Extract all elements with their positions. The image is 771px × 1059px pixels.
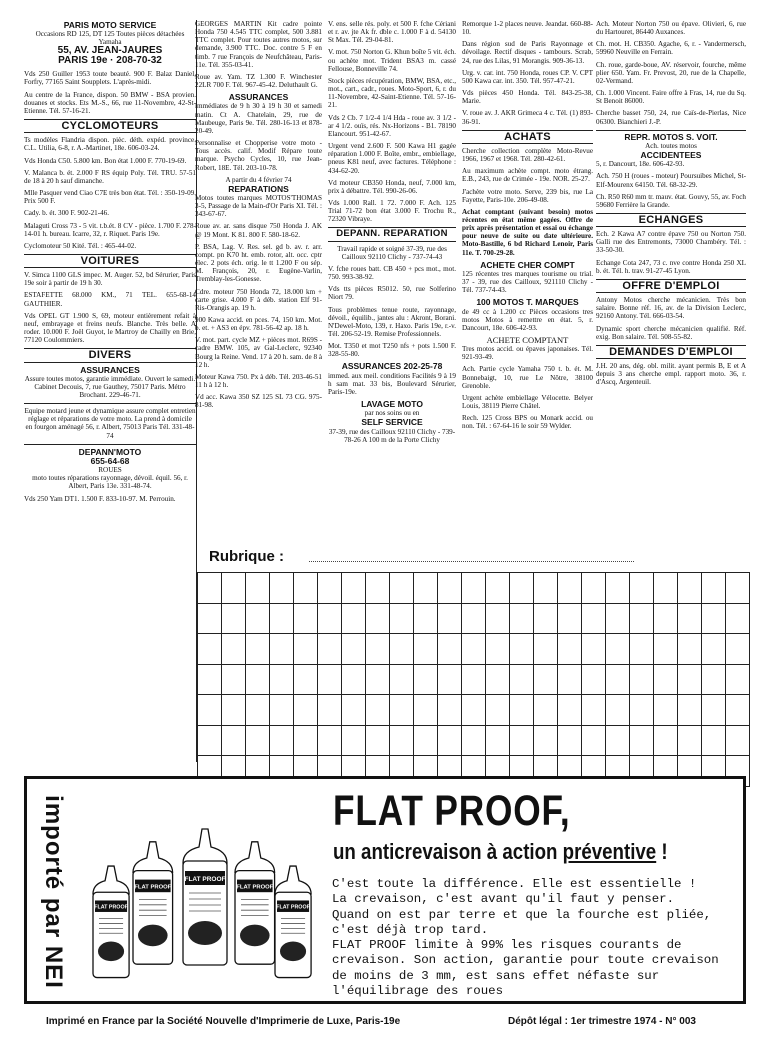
grid-cell[interactable] [726, 695, 750, 726]
ad-text: P. BSA, Lag. V. Res. sel. gd b. av. r. arr. compt. pn K70 ht. emb. rotor, alt. occ. cptr élec. 2 pots éch. orig. le tt 1.200 F ou sép. M. François, 20, r. Eugène-Varlin, Tremblay-les-Gonesse. [195, 242, 322, 284]
grid-cell[interactable] [678, 634, 702, 665]
grid-cell[interactable] [534, 695, 558, 726]
rubrique-form [197, 542, 750, 762]
importer-label: importé par NEI [40, 795, 68, 989]
grid-cell[interactable] [606, 665, 630, 696]
ad-text: ESTAFETTE 68.000 KM., 71 TEL. 655-68-14 GAUTHIER. [24, 291, 196, 308]
grid-cell[interactable] [318, 604, 342, 635]
ad-text: Roue av. ar. sans disque 750 Honda J. AK @ 19 Mont. K 81. 800 F. 580-18-62. [195, 222, 322, 239]
grid-cell[interactable] [366, 634, 390, 665]
grid-cell[interactable] [630, 634, 654, 665]
grid-cell[interactable] [198, 695, 222, 726]
ad-text: Ach. 750 H (roues - moteur) Poursuibes Michel, St-Elf-Mourenx 64150. Tél. 68-32-29. [596, 172, 746, 189]
grid-cell[interactable] [270, 665, 294, 696]
ad-subheading: REPARATIONS [228, 183, 289, 194]
section-heading: VOITURES [24, 254, 196, 268]
ad-text: Remorque 1-2 places neuve. Jeandat. 660-88-10. [462, 20, 593, 37]
ad-text: V. mot. part. cycle MZ + pièces mot. R69S - cadre BMW. 105, av Gal-Leclerc, 92340 Bourg la Reine. Vend. 17 à 20 h. sam. de 8 à 12 h. [195, 336, 322, 369]
grid-cell[interactable] [318, 726, 342, 757]
grid-cell[interactable] [558, 573, 582, 604]
ad-subheading: ACHETE CHER COMPT [480, 259, 575, 270]
divider [24, 444, 196, 445]
ad-subheading: ASSURANCES [228, 92, 289, 103]
grid-cell[interactable] [510, 726, 534, 757]
bottle-label: FLAT PROOF [236, 884, 274, 891]
grid-cell[interactable] [462, 665, 486, 696]
ad-text: 900 Kawa accid. en pces. 74, 150 km. Mot. b. et. + AS3 en épv. 781-56-42 ap. 18 h. [195, 316, 322, 333]
ad-text: Assure toutes motos, garantie immédiate. Ouvert le samedi. Cabinet Decouis, 7, rue Gauthey, 75017 Paris. Métro Brochant. 229-46-71. [24, 374, 196, 399]
ad-text: Au centre de la France, dispon. 50 BMW - BSA provien. douanes et stocks. Ets M.-S., 66, rue 11-Novembre, 42-St-Etienne. Tél. 57-16-21. [24, 90, 196, 115]
section-heading: DEPANN. REPARATION [328, 227, 456, 241]
ad-text: 37-39, rue des Cailloux 92110 Clichy - 739-78-26 A 100 m de la Porte Clichy [328, 427, 456, 444]
grid-cell[interactable] [222, 726, 246, 757]
grid-cell[interactable] [462, 604, 486, 635]
bottle-icon [133, 842, 173, 964]
ad-text: Vd acc. Kawa 350 SZ 125 SL 73 CG. 975-81-98. [195, 393, 322, 410]
grid-cell[interactable] [414, 726, 438, 757]
advert-line: Quand on est par terre et que la fourche est pliée, [332, 907, 712, 922]
ad-subheading: 100 MOTOS T. MARQUES [476, 297, 579, 308]
ad-text: immed. aux meil. conditions Facilités 9 à 19 h sam mat. 33 bis, Boulevard Sérurier, Paris-19e. [328, 371, 456, 396]
grid-cell[interactable] [534, 665, 558, 696]
ad-text: Cdre. moteur 750 Honda 72, 18.000 km + carte grise. 4.000 F à déb. station Elf 91-Ris-Orangis ap. 19 h. [195, 287, 322, 312]
grid-cell[interactable] [318, 573, 342, 604]
advert-line: La crevaison, c'est avant qu'il faut y penser. [332, 892, 675, 907]
grid-cell[interactable] [678, 573, 702, 604]
grid-cell[interactable] [678, 726, 702, 757]
grid-cell[interactable] [342, 573, 366, 604]
ad-subheading: ASSURANCES [80, 364, 140, 375]
grid-cell[interactable] [510, 695, 534, 726]
column-5 [596, 20, 746, 390]
grid-cell[interactable] [606, 604, 630, 635]
grid-cell[interactable] [366, 726, 390, 757]
ad-text: J.H. 20 ans, dég. obl. milit. ayant permis B, E et A depuis 3 ans cherche empl. rapport moto. 36, r. d'Ascq, Argenteuil. [596, 362, 746, 387]
ad-text: de 49 cc à 1.200 cc Pièces occasions tres motos Motos à remettre en état. 5, r. Dancourt, 18e. 606-42-93. [462, 307, 593, 332]
ad-text: Achat comptant (suivant besoin) motos récentes en état même gagées. Offre de prix après présentation et essai ou échange pour neuve de suite ou date ultérieure. Moto-Bastille, 6 bd Richard Lenoir, Paris 11e. T. 700-29-28. [462, 207, 593, 257]
grid-cell[interactable] [558, 726, 582, 757]
advert-line: FLAT PROOF limite à 99% les risques courants de [332, 938, 682, 953]
ad-text: Vds 250 Guiller 1953 toute beauté. 900 F. Balaz Daniel, Forfry, 77165 Saint Soupplets. L'après-midi. [24, 70, 196, 87]
ad-phone: 655-64-68 [90, 455, 130, 466]
advert-body [332, 877, 737, 999]
grid-cell[interactable] [486, 573, 510, 604]
grid-cell[interactable] [534, 726, 558, 757]
grid-cell[interactable] [270, 726, 294, 757]
ad-text: A partir du 4 février 74 [225, 175, 292, 184]
grid-cell[interactable] [726, 726, 750, 757]
grid-cell[interactable] [726, 634, 750, 665]
grid-cell[interactable] [294, 573, 318, 604]
bottle-group [93, 829, 311, 978]
grid-cell[interactable] [510, 665, 534, 696]
ad-text: J'achète votre moto. Serve, 239 bis, rue La Fayette, Paris-10e. 206-49-08. [462, 187, 593, 204]
ad-text: Motos toutes marques MOTOS'THOMAS 3-5, Passage de la Main-d'Or Paris XI. Tél. : 343-67-67. [195, 193, 322, 219]
grid-cell[interactable] [702, 604, 726, 635]
grid-cell[interactable] [462, 695, 486, 726]
ad-city: PARIS 19e · 208-70-32 [58, 55, 162, 67]
ad-text: Echange Cota 247, 73 c. nve contre Honda 250 XL b. ét. Tél. h. trav. 91-27-45 Lyon. [596, 258, 746, 275]
advert-line: crevaison. Son action, garantie pour toute crevaison [332, 953, 719, 968]
grid-cell[interactable] [654, 573, 678, 604]
grid-cell[interactable] [222, 634, 246, 665]
ad-subheading: ACCIDENTEES [640, 150, 702, 161]
grid-cell[interactable] [582, 695, 606, 726]
grid-cell[interactable] [414, 573, 438, 604]
grid-cell[interactable] [462, 634, 486, 665]
ad-text: Personnalise et Chopperise votre moto - Tous accès. calif. Modif Répare toute marque. Psycho Cycles, 10, rue Jean-Robert, 18E. Tél. 203-10-78. [195, 139, 322, 172]
column-2 [195, 20, 322, 414]
grid-cell[interactable] [294, 634, 318, 665]
ad-subheading: ACHETE COMPTANT [486, 335, 569, 345]
bottle-label: FLAT PROOF [276, 904, 310, 911]
ad-text: Mot. T350 et mot T250 nfs + pots 1.500 F. 328-55-80. [328, 342, 456, 359]
ad-text: Cherche basset 750, 24, rue Caïs-de-Pierlas, Nice 06300. Bianchieri J.-P. [596, 109, 746, 126]
grid-cell[interactable] [366, 695, 390, 726]
grid-cell[interactable] [654, 634, 678, 665]
advert-line: de moins de 3 mm, est sans effet néfaste sur [332, 968, 660, 983]
ad-text: Vds pièces 450 Honda. Tél. 843-25-38, Marie. [462, 89, 593, 106]
grid-cell[interactable] [246, 573, 270, 604]
grid-cell[interactable] [222, 573, 246, 604]
section-heading: OFFRE D'EMPLOI [596, 279, 746, 293]
ad-text: par nos soins ou en [364, 409, 420, 418]
ad-text: Ech. 2 Kawa A7 contre épave 750 ou Norton 750. Galli rue des Entremonts, 73000 Chambéry. Tél. : 33-50-30. [596, 230, 746, 255]
column-4 [462, 20, 593, 435]
ad-subheading: LAVAGE MOTO [361, 399, 423, 410]
grid-cell[interactable] [534, 573, 558, 604]
ad-text: Ach. Partie cycle Yamaha 750 t. b. ét. M. Bonnebaigt, 10, rue Le Nôtre, 38100 Grenoble. [462, 365, 593, 390]
ad-text: V. Simca 1100 GLS impec. M. Auger. 52, bd Sérurier, Paris 19e soir à partir de 19 h 30. [24, 271, 196, 288]
grid-cell[interactable] [606, 634, 630, 665]
grid-cell[interactable] [486, 634, 510, 665]
ad-text: Vds Honda C50. 5.800 km. Bon état 1.000 F. 770-19-69. [24, 156, 187, 165]
grid-cell[interactable] [678, 695, 702, 726]
grid-cell[interactable] [702, 665, 726, 696]
grid-cell[interactable] [702, 726, 726, 757]
ad-text: V. Malanca b. ét. 2.000 F RS équip Poly. Tél. TRU. 57-51 de 18 à 20 h sauf dimanche. [24, 168, 196, 185]
grid-cell[interactable] [246, 726, 270, 757]
bottle-icon [235, 842, 275, 964]
subtitle-part: un anticrevaison à action [333, 839, 563, 864]
ad-subheading: DEPANN'MOTO [78, 446, 142, 457]
rubrique-input-line[interactable] [309, 561, 634, 562]
bottle-label: FLAT PROOF [94, 904, 128, 911]
divider [24, 403, 196, 404]
ad-text: Vds OPEL GT 1.900 S, 69, moteur entièrement refait à neuf, embrayage et freins neufs. Blanche. Très belle. A roder. 10.000 F. Joël Guyot, le Martroy de Chailly en Brie, 77120 Coulommiers. [24, 311, 196, 345]
ad-text: Moteur Kawa 750. Px à déb. Tél. 203-46-51 11 h à 12 h. [195, 372, 322, 390]
ad-subheading: REPR. MOTOS S. VOIT. [596, 130, 746, 141]
grid-cell[interactable] [270, 634, 294, 665]
grid-cell[interactable] [414, 634, 438, 665]
ad-text: Tous problèmes tenue route, rayonnage, dévoil., équilib., jantes alu : Akront, Borani. N'Dewel-Moto, 139, r. Haxo. Paris 19e, r.-v. Tél. 206-52-19. Remise Professionnels. [328, 305, 456, 338]
grid-cell[interactable] [486, 604, 510, 635]
ad-text: Cyclomoteur 50 Kité. Tél. : 465-44-02. [24, 241, 137, 250]
grid-cell[interactable] [294, 695, 318, 726]
subtitle-emphasis: préventive [562, 839, 657, 864]
grid-cell[interactable] [702, 573, 726, 604]
ad-text: Malaguti Cross 73 - 5 vit. t.b.ét. 8 CV - pièce. 1.700 F. 278-14-01 h. bureau. Icarre, 32, r. Riquet. Paris 19e. [24, 221, 196, 238]
grid-cell[interactable] [414, 665, 438, 696]
ad-text: V. roue av. J. AKR Grimeca 4 c. Tél. (1) 893-36-91. [462, 109, 593, 126]
ad-text: ROUES [98, 466, 122, 475]
column-1 [24, 20, 197, 762]
column-3 [328, 20, 456, 448]
grid-cell[interactable] [486, 695, 510, 726]
ad-text: V. ens. selle rés. poly. et 500 F. fche Cériani et r. av. jte Ak fr. dble c. 1.000 F à d. 54130 St Max. Tél. 29-04-81. [328, 20, 456, 45]
grid-cell[interactable] [390, 665, 414, 696]
grid-cell[interactable] [630, 573, 654, 604]
grid-cell[interactable] [222, 695, 246, 726]
ad-text: V. mot. 750 Norton G. Khun boîte 5 vit. éch. ou achète mot. Trident BSA3 m. cassé Fellouse, Bonneville 74. [328, 48, 456, 73]
grid-cell[interactable] [558, 665, 582, 696]
section-heading: ECHANGES [596, 213, 746, 227]
ad-text: immédiates de 9 h 30 à 19 h 30 et samedi matin. Ct A. Chatelain, 29, rue de Maubeuge, Paris 9e. Tél. 280-16-13 et 878-20-49. [195, 102, 322, 135]
ad-text: moto toutes réparations rayonnage, dévoil. équil. 56, r. Albert, Paris 13e. 331-48-74. [32, 474, 188, 491]
grid-cell[interactable] [438, 695, 462, 726]
ad-text: Ch. R50 R60 mm tr. mauv. état. Gouvy, 55, av. Foch 59680 Ferrière la Grande. [596, 192, 746, 209]
grid-cell[interactable] [342, 726, 366, 757]
ad-text: 125 récentes tres marques tourisme ou trial. 37 - 39, rue des Cailloux, 921110 Clichy - Tél. 737-74-43. [462, 269, 593, 295]
bottle-icon [93, 866, 129, 978]
ad-text: Antony Motos cherche mécanicien. Très bon salaire. Bonne réf. 16, av. de la Division Leclerc, 92160 Antony. Tél. 666-03-54. [596, 296, 746, 321]
advert-title: FLAT PROOF, [333, 787, 571, 835]
rubrique-label: Rubrique : [209, 548, 284, 565]
ad-text: Travail rapide et soigné 37-39, rue des Cailloux 92110 Clichy - 737-74-43 [337, 244, 447, 261]
grid-cell[interactable] [198, 604, 222, 635]
grid-cell[interactable] [558, 604, 582, 635]
grid-cell[interactable] [558, 695, 582, 726]
grid-cell[interactable] [654, 726, 678, 757]
ad-text: Urgent achète embiellage Vélocette. Belyer Louis, 38119 Pierre Châtel. [462, 393, 593, 411]
ad-text: Dans région sud de Paris Rayonnage et dévoilage. Rectif disques - tambours. Scrab, 24, rue des Lilas, 91 Morangis. 909-36-13. [462, 40, 593, 65]
grid-cell[interactable] [414, 604, 438, 635]
ad-text: Vds tts pièces R5012. 50, rue Solferino Niort 79. [328, 285, 456, 302]
grid-cell[interactable] [582, 573, 606, 604]
grid-cell[interactable] [654, 604, 678, 635]
grid-cell[interactable] [246, 665, 270, 696]
grid-cell[interactable] [630, 695, 654, 726]
grid-cell[interactable] [294, 604, 318, 635]
ad-text: GEORGES MARTIN Kit cadre pointe Honda 750 4.545 TTC complet, 500 3.881 TTC complet. Pour toutes autres motos, sur demande, 3.900 TTC. Doc. contre 5 F en timb. 7 rue François de Neufchâteau, Paris-11e. Tél. 355-03-41. [195, 20, 322, 69]
ad-text: Cady. b. ét. 300 F. 902-21-46. [24, 209, 110, 218]
grid-cell[interactable] [366, 573, 390, 604]
grid-cell[interactable] [630, 726, 654, 757]
grid-cell[interactable] [342, 634, 366, 665]
grid-cell[interactable] [294, 665, 318, 696]
ad-text: Vds 2 Cb. 7 1/2-4 1/4 Hda - roue av. 3 1/2 - ar 4 1/2. ouïs, rés. Nx-Horizons - B1. 78190 Elancourt. 951-42-67. [328, 113, 456, 138]
grid-cell[interactable] [702, 695, 726, 726]
grid-cell[interactable] [222, 604, 246, 635]
grid-cell[interactable] [534, 634, 558, 665]
grid-cell[interactable] [462, 726, 486, 757]
bottles-illustration [89, 797, 317, 997]
ad-address: 55, AV. JEAN-JAURES [57, 45, 163, 57]
grid-cell[interactable] [606, 726, 630, 757]
grid-cell[interactable] [678, 604, 702, 635]
grid-cell[interactable] [246, 604, 270, 635]
grid-cell[interactable] [462, 573, 486, 604]
grid-cell[interactable] [270, 695, 294, 726]
grid-cell[interactable] [198, 665, 222, 696]
ad-text: Tres motos accid. ou épaves japonaises. Tél. 921-93-49. [462, 345, 593, 362]
grid-cell[interactable] [198, 573, 222, 604]
grid-cell[interactable] [438, 604, 462, 635]
ad-text: Ch. mot. H. CB350. Agache, 6, r. - Vandermersch, 59960 Neuville en Ferrain. [596, 40, 746, 57]
ad-subheading: ASSURANCES 202-25-78 [341, 361, 443, 372]
ad-text: Ach. Moteur Norton 750 ou épave. Olivieri, 6, rue du Hartouret, 86440 Auxances. [596, 20, 746, 37]
grid-cell[interactable] [342, 604, 366, 635]
grid-cell[interactable] [558, 634, 582, 665]
ad-text: Occasions RD 125, DT 125 Toutes pièces détachées Yamaha [35, 30, 185, 47]
bottle-icon [183, 829, 227, 965]
ad-text: Ts modèles Flandria dispon. pièc. déth. expéd. province. C.L. Utilia, 6-8, r. A.-Martinet, 18e. 606-03-24. [24, 136, 196, 153]
section-heading: DEMANDES D'EMPLOI [596, 345, 746, 359]
grid-cell[interactable] [270, 604, 294, 635]
ad-text: Vds 250 Yam DT1. 1.500 F. 833-10-97. M. Perrouin. [24, 494, 176, 503]
ad-text: Dynamic sport cherche mécanicien qualifié. Réf. exig. Bon salaire. Tél. 508-55-82. [596, 324, 746, 341]
grid-cell[interactable] [654, 665, 678, 696]
grid-cell[interactable] [198, 634, 222, 665]
grid-cell[interactable] [390, 726, 414, 757]
grid-cell[interactable] [582, 634, 606, 665]
bottle-icon [275, 866, 311, 978]
ad-text: Vds 1.000 Rall. 1 72. 7.000 F. Ach. 125 Trial 71-72 bon état 3.000 F. Trochu R., 72320 Vibraye. [328, 198, 456, 224]
printer-footer: Imprimé en France par la Société Nouvelle d'Imprimerie de Luxe, Paris-19e [46, 1016, 401, 1027]
grid-cell[interactable] [582, 665, 606, 696]
grid-cell[interactable] [246, 634, 270, 665]
ad-subheading: SELF SERVICE [361, 417, 423, 428]
grid-cell[interactable] [390, 604, 414, 635]
grid-cell[interactable] [534, 604, 558, 635]
grid-cell[interactable] [510, 573, 534, 604]
grid-cell[interactable] [630, 604, 654, 635]
grid-cell[interactable] [390, 634, 414, 665]
advert-line: c'est déjà trop tard. [332, 922, 489, 937]
grid-cell[interactable] [582, 726, 606, 757]
grid-cell[interactable] [726, 604, 750, 635]
ad-text: Ach. toutes motos [645, 141, 697, 150]
grid-cell[interactable] [438, 634, 462, 665]
grid-cell[interactable] [606, 695, 630, 726]
grid-cell[interactable] [438, 573, 462, 604]
grid-cell[interactable] [318, 695, 342, 726]
grid-cell[interactable] [486, 665, 510, 696]
grid-cell[interactable] [678, 665, 702, 696]
grid-cell[interactable] [726, 573, 750, 604]
section-heading: CYCLOMOTEURS [24, 119, 196, 133]
ad-text: Equipe motard jeune et dynamique assure complet entretien réglage et réparations de votre moto. La prend à domicile en fourgon aménagé 56, r. Albert, 75013 Paris Tél. 331-48-74 [24, 407, 196, 440]
grid-cell[interactable] [654, 695, 678, 726]
grid-cell[interactable] [342, 695, 366, 726]
grid-cell[interactable] [582, 604, 606, 635]
ad-text: Rech. 125 Cross BPS ou Monark accid. ou non. Tél. : 67-64-16 le soir 59 Wylder. [462, 414, 593, 431]
grid-cell[interactable] [390, 573, 414, 604]
ad-text: Au maximum achète compt. moto étrang. E.B., 243, rue de Crimée - 19e. NOR. 25-27. [462, 167, 593, 184]
ad-title: PARIS MOTO SERVICE [63, 20, 157, 30]
grid-cell[interactable] [702, 634, 726, 665]
grid-cell[interactable] [630, 665, 654, 696]
grid-cell[interactable] [486, 726, 510, 757]
grid-cell[interactable] [198, 726, 222, 757]
rubrique-grid [197, 572, 750, 787]
grid-cell[interactable] [390, 695, 414, 726]
grid-cell[interactable] [438, 726, 462, 757]
ad-text: 5, r. Dancourt, 18e. 606-42-93. [596, 160, 685, 169]
ad-text: Ch. 1.000 Vincent. Faire offre à Fras, 14, rue du Sq. St Benoit 86000. [596, 89, 746, 106]
ad-text: Urg. v. car. int. 750 Honda, roues CP. V. CPT 500 Kawa car. int. 350. Tél. 957-47-21. [462, 68, 593, 85]
ad-text: Mlle Pasquer vend Ciao C7E très bon état. Tél. : 350-19-09. Prix 500 F. [24, 189, 196, 206]
bottle-label: FLAT PROOF [184, 876, 226, 883]
grid-cell[interactable] [222, 665, 246, 696]
ad-paris-moto-service [24, 20, 196, 66]
ad-text: Stock pièces récupération, BMW, BSA, etc., mot., cart., cadr., roues. Moto-Sport, 6, r. du 11-Novembre, 42-Saint-Etienne. Tél. 57-16-21. [328, 76, 456, 110]
grid-cell[interactable] [366, 665, 390, 696]
section-heading: DIVERS [24, 348, 196, 362]
grid-cell[interactable] [510, 634, 534, 665]
advert-line: C'est toute la différence. Elle est essentielle ! [332, 877, 697, 891]
ad-text: V. fche roues batt. CB 450 + pcs mot., mot. 750. 993-38-92. [328, 264, 456, 282]
ad-text: Cherche collection complète Moto-Revue 1966, 1967 et 1968. Tél. 280-42-61. [462, 146, 593, 164]
section-heading: ACHATS [462, 130, 593, 144]
bottle-label: FLAT PROOF [134, 884, 172, 891]
advert-subtitle [333, 839, 668, 865]
grid-cell[interactable] [318, 665, 342, 696]
grid-cell[interactable] [414, 695, 438, 726]
importer-vertical-text [33, 789, 73, 995]
flat-proof-advert [24, 776, 746, 1004]
grid-cell[interactable] [510, 604, 534, 635]
advert-line: l'équilibrage des roues [332, 984, 504, 999]
grid-cell[interactable] [294, 726, 318, 757]
grid-cell[interactable] [726, 665, 750, 696]
grid-cell[interactable] [606, 573, 630, 604]
ad-text: Ch. roue, garde-boue, AV. réservoir, fourche, même plier 650. Yam. Fr. Prevost, 20, rue de la Chapelle, 02-Vermand. [596, 60, 746, 85]
grid-cell[interactable] [366, 604, 390, 635]
legal-deposit-footer: Dépôt légal : 1er trimestre 1974 - N° 003 [508, 1016, 696, 1027]
grid-cell[interactable] [342, 665, 366, 696]
ad-text: Urgent vend 2.600 F. 500 Kawa H1 gagée réparation 1.000 F. Boîte, embr., embiellage, pneus K81 neuf, avec factures. Téléphone : 434-62-20. [328, 142, 456, 175]
subtitle-part: ! [656, 839, 668, 864]
grid-cell[interactable] [270, 573, 294, 604]
grid-cell[interactable] [318, 634, 342, 665]
ad-text: Vd moteur CB350 Honda, neuf, 7.000 km, prix à débattre. Tél. 990-26-06. [328, 178, 456, 195]
grid-cell[interactable] [246, 695, 270, 726]
ad-text: Roue av. Yam. TZ 1.300 F. Winchester 22LR 700 F. Tél. 967-45-42. Deluthault G. [195, 72, 322, 90]
grid-cell[interactable] [438, 665, 462, 696]
